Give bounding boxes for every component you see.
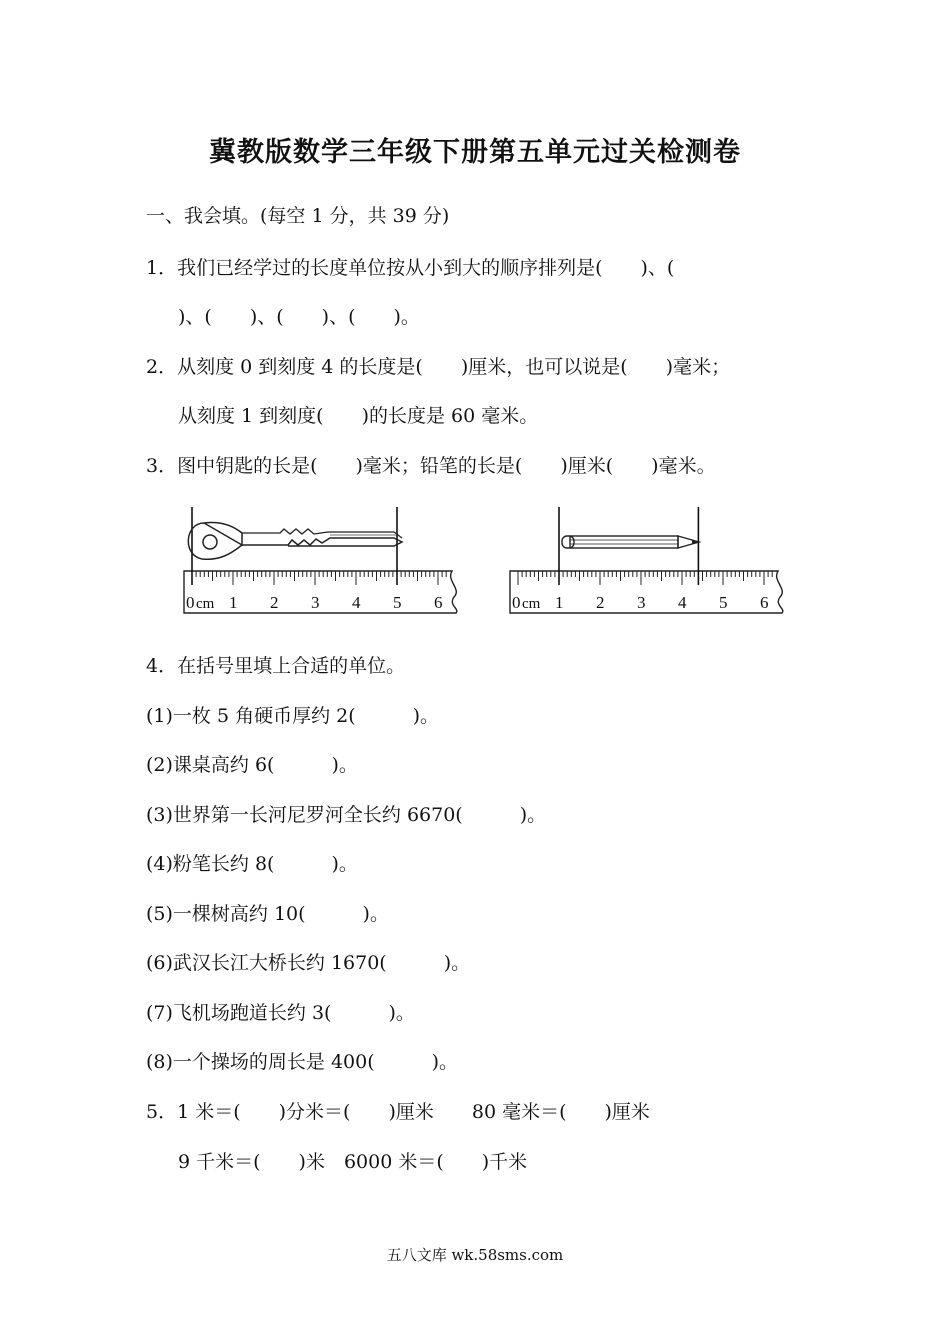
question-4-item: (8)一个操场的周长是 400( )。 bbox=[146, 1051, 459, 1073]
question-4-item: (1)一枚 5 角硬币厚约 2( )。 bbox=[146, 705, 440, 727]
ruler-label: 6 bbox=[434, 593, 443, 612]
ruler-label: 2 bbox=[270, 593, 279, 612]
question-4-item: (7)飞机场跑道长约 3( )。 bbox=[146, 1002, 415, 1024]
question-4-item: (3)世界第一长河尼罗河全长约 6670( )。 bbox=[146, 804, 547, 826]
question-4-item: (6)武汉长江大桥长约 1670( )。 bbox=[146, 952, 471, 974]
pencil-ruler-figure bbox=[506, 505, 796, 620]
question-5-line-1: 5．1 米＝( )分米＝( )厘米 80 毫米＝( )厘米 bbox=[146, 1101, 650, 1123]
ruler-label: 2 bbox=[596, 593, 605, 612]
ruler-label: 5 bbox=[393, 593, 402, 612]
footer-watermark: 五八文库 wk.58sms.com bbox=[386, 1246, 564, 1264]
ruler-label: 6 bbox=[760, 593, 769, 612]
question-3-line-1: 3．图中钥匙的长是( )毫米；铅笔的长是( )厘米( )毫米。 bbox=[146, 455, 716, 477]
ruler-label: 4 bbox=[678, 593, 687, 612]
question-4-item: (4)粉笔长约 8( )。 bbox=[146, 853, 358, 875]
ruler-label: 3 bbox=[311, 593, 320, 612]
ruler-a bbox=[184, 507, 457, 613]
ruler-unit-label: cm bbox=[196, 596, 215, 612]
question-4-item: (2)课桌高约 6( )。 bbox=[146, 754, 358, 776]
question-1-line-2: )、( )、( )、( )。 bbox=[178, 306, 420, 328]
question-2-line-1: 2．从刻度 0 到刻度 4 的长度是( )厘米，也可以说是( )毫米； bbox=[146, 356, 731, 378]
ruler-label: 3 bbox=[637, 593, 646, 612]
ruler-body bbox=[184, 571, 457, 613]
question-1-line-1: 1．我们已经学过的长度单位按从小到大的顺序排列是( )、( bbox=[146, 257, 675, 279]
key-drawing bbox=[188, 522, 402, 559]
ruler-label: 0 bbox=[186, 593, 195, 612]
question-5-line-2: 9 千米＝( )米 6000 米＝( )千米 bbox=[178, 1151, 528, 1173]
ruler-label: 4 bbox=[352, 593, 361, 612]
ruler-label: 1 bbox=[229, 593, 238, 612]
key-ruler-figure bbox=[180, 505, 470, 620]
ruler-label: 1 bbox=[555, 593, 564, 612]
question-2-line-2: 从刻度 1 到刻度( )的长度是 60 毫米。 bbox=[178, 405, 539, 427]
pencil-drawing bbox=[562, 536, 699, 548]
ruler-body bbox=[510, 571, 783, 613]
page-title: 冀教版数学三年级下册第五单元过关检测卷 bbox=[209, 137, 741, 168]
ruler-unit-label: cm bbox=[522, 596, 541, 612]
ruler-label: 0 bbox=[512, 593, 521, 612]
question-4-item: (5)一棵树高约 10( )。 bbox=[146, 903, 389, 925]
ruler-label: 5 bbox=[719, 593, 728, 612]
section-heading: 一、我会填。(每空 1 分，共 39 分) bbox=[146, 205, 450, 227]
ruler-b bbox=[510, 507, 783, 613]
question-4-heading: 4．在括号里填上合适的单位。 bbox=[146, 655, 406, 677]
